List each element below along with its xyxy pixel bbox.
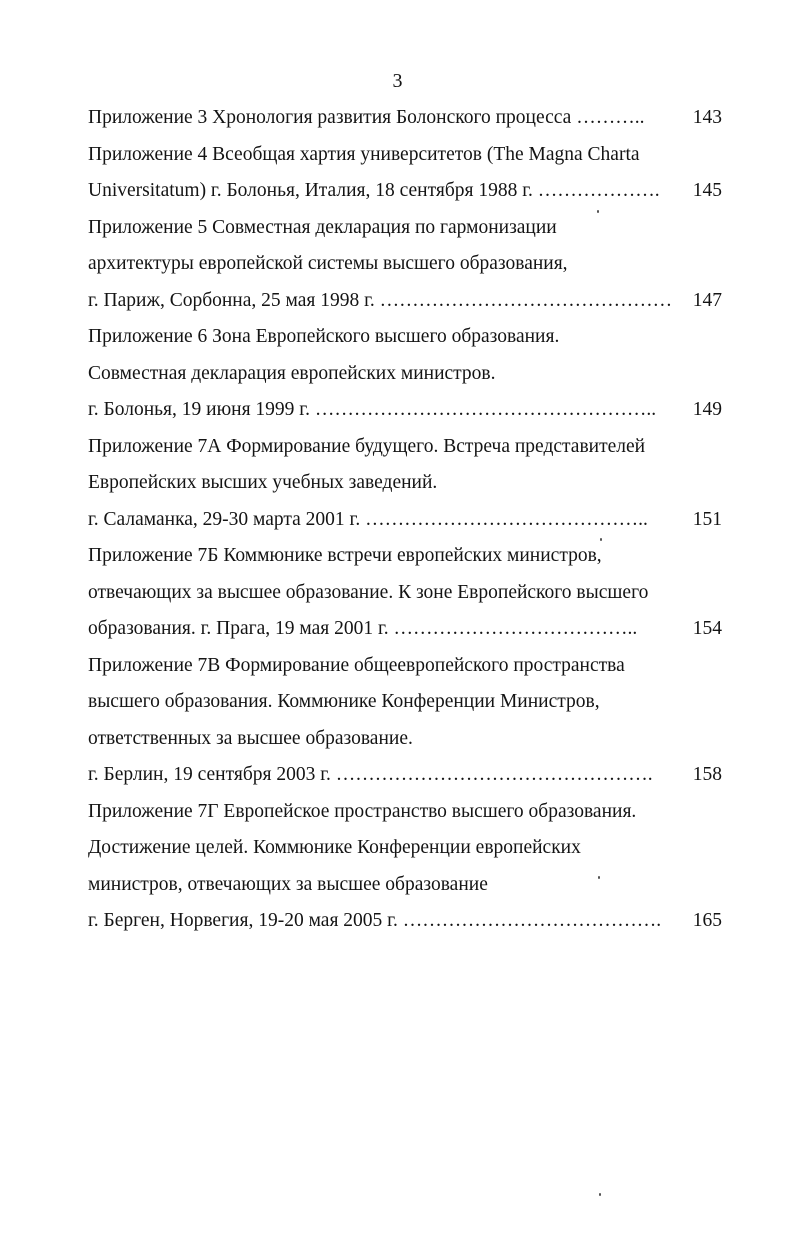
toc-page-number: 149 [692, 399, 722, 420]
toc-page-number: 143 [692, 107, 722, 128]
toc-line-text: г. Саламанка, 29-30 марта 2001 г. …………………………………….. [88, 508, 648, 530]
toc-line [88, 538, 722, 575]
toc-line [88, 867, 722, 904]
toc-line [88, 757, 722, 794]
toc-line [88, 648, 722, 685]
toc-line [88, 429, 722, 466]
toc-page-number: 158 [692, 764, 722, 785]
toc-line [88, 173, 722, 210]
toc-line-text: Приложение 6 Зона Европейского высшего образования. [88, 326, 560, 347]
toc-line-text: Приложение 7А Формирование будущего. Встреча представителей [88, 435, 646, 457]
toc-line [88, 575, 722, 612]
toc-line [88, 392, 722, 429]
toc-line-text: образования. г. Прага, 19 мая 2001 г. ……………………………….. [88, 618, 638, 639]
toc-line-text: Приложение 3 Хронология развития Болонского процесса ……….. [88, 107, 645, 128]
toc-line [88, 283, 722, 320]
toc-line-text: Совместная декларация европейских министров. [88, 362, 496, 384]
toc-line-text: г. Берген, Норвегия, 19-20 мая 2005 г. …………………………………. [88, 910, 662, 931]
toc-line-text: отвечающих за высшее образование. К зоне Европейского высшего [88, 581, 649, 603]
toc-line [88, 210, 722, 247]
toc-line [88, 137, 722, 174]
toc-line [88, 356, 722, 393]
toc-page-number: 165 [692, 910, 722, 931]
toc-line-text: архитектуры европейской системы высшего образования, [88, 253, 568, 274]
toc-line-text: Приложение 4 Всеобщая хартия университетов (The Magna Charta [88, 143, 640, 165]
toc-line-text: Приложение 7В Формирование общеевропейского пространства [88, 654, 625, 676]
toc-line [88, 794, 722, 831]
toc-line-text: ответственных за высшее образование. [88, 727, 413, 749]
toc-line [88, 611, 722, 648]
toc-line [88, 319, 722, 356]
toc-line-text: Европейских высших учебных заведений. [88, 472, 438, 493]
toc-line [88, 903, 722, 940]
toc-line [88, 502, 722, 539]
scan-speck [597, 210, 599, 213]
toc-line [88, 830, 722, 867]
toc-line [88, 684, 722, 721]
table-of-contents [88, 100, 722, 940]
toc-page-number: 145 [692, 180, 722, 201]
toc-line-text: г. Болонья, 19 июня 1999 г. …………………………………………….. [88, 399, 657, 420]
toc-line [88, 721, 722, 758]
scan-speck [599, 1193, 601, 1196]
toc-page-number: 147 [692, 289, 722, 311]
toc-page-number: 154 [692, 618, 722, 639]
toc-line-text: министров, отвечающих за высшее образование [88, 873, 488, 895]
scan-speck [598, 876, 600, 879]
toc-line-text: Universitatum) г. Болонья, Италия, 18 сентября 1988 г. ………………. [88, 180, 660, 201]
toc-page-number: 151 [692, 508, 722, 530]
toc-line [88, 100, 722, 137]
toc-line-text: Приложение 7Б Коммюнике встречи европейских министров, [88, 545, 602, 566]
toc-line-text: Приложение 7Г Европейское пространство высшего образования. [88, 800, 637, 822]
toc-line-text: Приложение 5 Совместная декларация по гармонизации [88, 216, 557, 238]
toc-line [88, 246, 722, 283]
toc-line-text: г. Берлин, 19 сентября 2003 г. …………………………………………. [88, 764, 653, 785]
scan-speck [600, 538, 602, 541]
page-number: 3 [392, 70, 403, 92]
toc-line [88, 465, 722, 502]
toc-line-text: Достижение целей. Коммюнике Конференции европейских [88, 837, 581, 858]
toc-line-text: г. Париж, Сорбонна, 25 мая 1998 г. ……………………………………… [88, 289, 673, 311]
toc-line-text: высшего образования. Коммюнике Конференции Министров, [88, 691, 600, 712]
